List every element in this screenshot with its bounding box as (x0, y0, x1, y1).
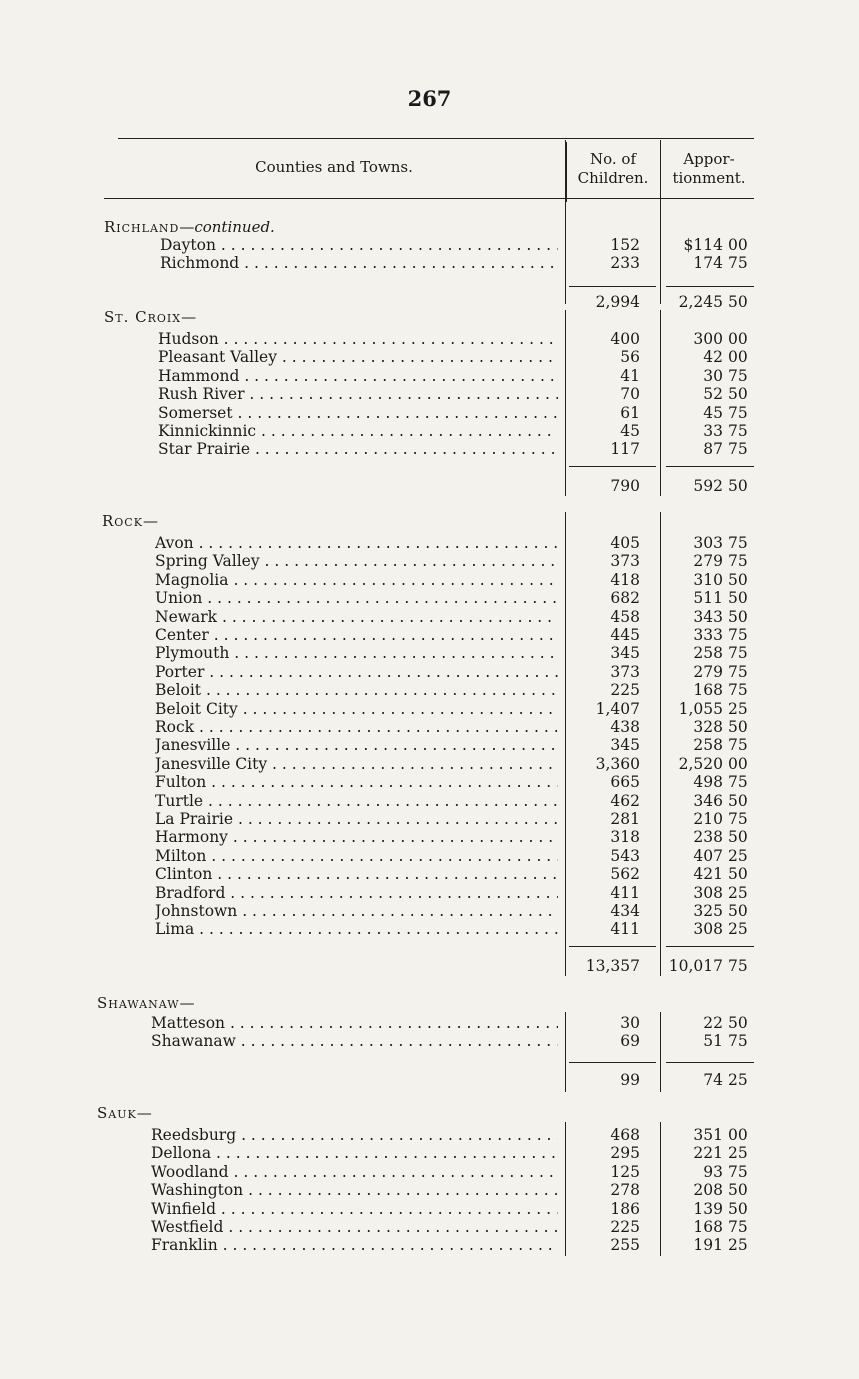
subtotal-rule (666, 466, 754, 467)
children-count: 30 (620, 1014, 640, 1032)
apportionment-dollars: 238 (693, 828, 723, 846)
apportionment-dollars: 1,055 (678, 700, 723, 718)
apportionment-cents: 00 (728, 330, 748, 348)
children-count: 1,407 (595, 700, 640, 718)
apportionment-dollars: 221 (693, 1144, 723, 1162)
table-row (0, 681, 859, 699)
apportionment-dollars: 210 (693, 810, 723, 828)
apportionment-cents: 75 (728, 534, 748, 552)
town-name: Dellona . . . (151, 1144, 558, 1162)
table-row (0, 865, 859, 883)
town-name: Spring Valley . . . (155, 552, 558, 570)
children-count: 41 (620, 367, 640, 385)
town-name: Woodland . . . (151, 1163, 558, 1181)
children-count: 295 (610, 1144, 640, 1162)
children-count: 405 (610, 534, 640, 552)
children-count: 400 (610, 330, 640, 348)
apportionment-cents: 50 (728, 718, 748, 736)
header-apportionment (662, 150, 756, 188)
subtotal-rule (666, 1062, 754, 1063)
column-divider (565, 140, 566, 304)
town-name: Beloit City . . . (155, 700, 558, 718)
table-row (0, 1163, 859, 1181)
header-counties-and-towns: Counties and Towns. (255, 158, 413, 176)
header-column-divider (566, 142, 567, 202)
apportionment-cents: 75 (728, 440, 748, 458)
table-row (0, 571, 859, 589)
apportionment-dollars: 351 (693, 1126, 723, 1144)
table-row (0, 644, 859, 662)
children-count: 61 (620, 404, 640, 422)
children-count: 186 (610, 1200, 640, 1218)
section-total-row (0, 1070, 859, 1090)
apportionment-cents: 75 (728, 552, 748, 570)
apportionment-dollars: 511 (693, 589, 723, 607)
town-name: Johnstown . . . (155, 902, 558, 920)
apportionment-cents: 50 (728, 608, 748, 626)
total-cents: 25 (728, 1071, 748, 1089)
apportionment-dollars: 168 (693, 681, 723, 699)
section-title (104, 308, 196, 326)
section-dash: — (179, 218, 195, 236)
header-bottom-rule (104, 198, 754, 199)
table-row (0, 792, 859, 810)
table-row (0, 1218, 859, 1236)
children-count: 225 (610, 1218, 640, 1236)
total-cents: 50 (728, 293, 748, 311)
apportionment-cents: 50 (728, 385, 748, 403)
apportionment-dollars: 325 (693, 902, 723, 920)
apportionment-dollars: 30 (703, 367, 723, 385)
children-count: 562 (610, 865, 640, 883)
apportionment-dollars: 310 (693, 571, 723, 589)
apportionment-cents: 50 (728, 1200, 748, 1218)
subtotal-rule (569, 946, 656, 947)
children-count: 281 (610, 810, 640, 828)
apportionment-dollars: 303 (693, 534, 723, 552)
table-row (0, 404, 859, 422)
apportionment-cents: 75 (728, 736, 748, 754)
header-apportionment-line1: Appor- (683, 150, 735, 168)
apportionment-cents: 75 (728, 254, 748, 272)
town-name: Rush River . . . (158, 385, 558, 403)
town-name: Westfield . . . (151, 1218, 558, 1236)
table-row (0, 1126, 859, 1144)
table-row (0, 663, 859, 681)
apportionment-dollars: 407 (693, 847, 723, 865)
town-name: Reedsburg . . . (151, 1126, 558, 1144)
town-name: Hudson . . . (158, 330, 558, 348)
apportionment-cents: 75 (728, 681, 748, 699)
apportionment-cents: 75 (728, 773, 748, 791)
total-children: 2,994 (595, 293, 640, 311)
apportionment-dollars: 333 (693, 626, 723, 644)
children-count: 373 (610, 663, 640, 681)
apportionment-dollars: 52 (703, 385, 723, 403)
header-top-rule (118, 138, 754, 139)
page-number: 267 (407, 86, 452, 111)
table-row (0, 755, 859, 773)
header-children-line2: Children. (577, 169, 649, 187)
apportionment-dollars: 208 (693, 1181, 723, 1199)
children-count: 458 (610, 608, 640, 626)
town-name: Shawanaw . . . (151, 1032, 558, 1050)
apportionment-dollars: 2,520 (678, 755, 723, 773)
apportionment-cents: 75 (728, 1032, 748, 1050)
children-count: 225 (610, 681, 640, 699)
table-row (0, 254, 859, 272)
table-row (0, 552, 859, 570)
table-row (0, 589, 859, 607)
town-name: Kinnickinnic . . . (158, 422, 558, 440)
apportionment-cents: 25 (728, 700, 748, 718)
children-count: 411 (610, 884, 640, 902)
apportionment-dollars: 421 (693, 865, 723, 883)
section-dash: — (136, 1104, 152, 1122)
town-name: Matteson . . . (151, 1014, 558, 1032)
town-name: Janesville City . . . (155, 755, 558, 773)
apportionment-cents: 50 (728, 1014, 748, 1032)
table-row (0, 828, 859, 846)
children-count: 418 (610, 571, 640, 589)
apportionment-dollars: 93 (703, 1163, 723, 1181)
header-children-line1: No. of (589, 150, 636, 168)
subtotal-rule (569, 1062, 656, 1063)
apportionment-cents: 25 (728, 1236, 748, 1254)
town-name: Clinton . . . (155, 865, 558, 883)
town-name: Newark . . . (155, 608, 558, 626)
apportionment-dollars: 42 (703, 348, 723, 366)
table-row (0, 700, 859, 718)
children-count: 117 (610, 440, 640, 458)
section-dash: — (179, 994, 195, 1012)
apportionment-cents: 00 (728, 1126, 748, 1144)
section-name: Shawanaw (97, 994, 180, 1012)
apportionment-dollars: 191 (693, 1236, 723, 1254)
apportionment-cents: 75 (728, 367, 748, 385)
children-count: 373 (610, 552, 640, 570)
table-row (0, 1236, 859, 1254)
table-row (0, 440, 859, 458)
apportionment-cents: 50 (728, 828, 748, 846)
children-count: 152 (610, 236, 640, 254)
apportionment-cents: 00 (728, 755, 748, 773)
town-name: Star Prairie . . . (158, 440, 558, 458)
children-count: 255 (610, 1236, 640, 1254)
town-name: Somerset . . . (158, 404, 558, 422)
children-count: 70 (620, 385, 640, 403)
apportionment-dollars: 258 (693, 644, 723, 662)
children-count: 411 (610, 920, 640, 938)
children-count: 233 (610, 254, 640, 272)
apportionment-cents: 75 (728, 1218, 748, 1236)
town-name: La Prairie . . . (155, 810, 558, 828)
apportionment-dollars: 258 (693, 736, 723, 754)
section-title (104, 218, 275, 236)
apportionment-cents: 50 (728, 589, 748, 607)
apportionment-dollars: 279 (693, 663, 723, 681)
children-count: 468 (610, 1126, 640, 1144)
apportionment-cents: 75 (728, 810, 748, 828)
table-row (0, 626, 859, 644)
apportionment-dollars: 308 (693, 884, 723, 902)
town-name: Center . . . (155, 626, 558, 644)
column-divider (660, 140, 661, 304)
total-children: 790 (610, 477, 640, 495)
apportionment-dollars: $114 (683, 236, 723, 254)
section-title (97, 1104, 152, 1122)
section-title (102, 512, 158, 530)
apportionment-cents: 50 (728, 792, 748, 810)
town-name: Milton . . . (155, 847, 558, 865)
town-name: Bradford . . . (155, 884, 558, 902)
children-count: 345 (610, 644, 640, 662)
apportionment-cents: 75 (728, 626, 748, 644)
section-total-row (0, 476, 859, 496)
header-no-of-children (566, 150, 660, 188)
town-name: Janesville . . . (155, 736, 558, 754)
apportionment-cents: 75 (728, 663, 748, 681)
total-dollars: 10,017 (668, 957, 723, 975)
town-name: Rock . . . (155, 718, 558, 736)
total-dollars: 74 (703, 1071, 723, 1089)
section-continued: continued. (194, 218, 275, 236)
total-dollars: 2,245 (678, 293, 723, 311)
apportionment-cents: 50 (728, 902, 748, 920)
table-row (0, 608, 859, 626)
children-count: 318 (610, 828, 640, 846)
table-row (0, 1200, 859, 1218)
table-row (0, 1032, 859, 1050)
table-row (0, 847, 859, 865)
header-apportionment-line2: tionment. (672, 169, 746, 187)
apportionment-cents: 75 (728, 422, 748, 440)
apportionment-cents: 00 (728, 348, 748, 366)
town-name: Hammond . . . (158, 367, 558, 385)
apportionment-cents: 25 (728, 1144, 748, 1162)
children-count: 445 (610, 626, 640, 644)
apportionment-cents: 50 (728, 865, 748, 883)
section-name: Sauk (97, 1104, 137, 1122)
town-name: Magnolia . . . (155, 571, 558, 589)
apportionment-cents: 75 (728, 404, 748, 422)
section-dash: — (142, 512, 158, 530)
town-name: Franklin . . . (151, 1236, 558, 1254)
apportionment-dollars: 87 (703, 440, 723, 458)
apportionment-dollars: 498 (693, 773, 723, 791)
apportionment-dollars: 51 (703, 1032, 723, 1050)
table-row (0, 884, 859, 902)
children-count: 45 (620, 422, 640, 440)
subtotal-rule (666, 946, 754, 947)
town-name: Harmony . . . (155, 828, 558, 846)
apportionment-dollars: 22 (703, 1014, 723, 1032)
children-count: 56 (620, 348, 640, 366)
section-name: Richland (104, 218, 180, 236)
children-count: 278 (610, 1181, 640, 1199)
section-name: St. Croix (104, 308, 182, 326)
apportionment-cents: 25 (728, 920, 748, 938)
apportionment-dollars: 346 (693, 792, 723, 810)
children-count: 3,360 (595, 755, 640, 773)
children-count: 434 (610, 902, 640, 920)
apportionment-cents: 00 (728, 236, 748, 254)
total-children: 13,357 (585, 957, 640, 975)
town-name: Lima . . . (155, 920, 558, 938)
children-count: 345 (610, 736, 640, 754)
apportionment-dollars: 139 (693, 1200, 723, 1218)
apportionment-dollars: 174 (693, 254, 723, 272)
children-count: 682 (610, 589, 640, 607)
children-count: 69 (620, 1032, 640, 1050)
table-row (0, 1014, 859, 1032)
children-count: 125 (610, 1163, 640, 1181)
section-total-row (0, 956, 859, 976)
town-name: Fulton . . . (155, 773, 558, 791)
table-row (0, 920, 859, 938)
town-name: Beloit . . . (155, 681, 558, 699)
section-name: Rock (102, 512, 143, 530)
total-cents: 50 (728, 477, 748, 495)
children-count: 543 (610, 847, 640, 865)
town-name: Winfield . . . (151, 1200, 558, 1218)
table-row (0, 385, 859, 403)
table-row (0, 534, 859, 552)
table-row (0, 736, 859, 754)
town-name: Union . . . (155, 589, 558, 607)
table-row (0, 330, 859, 348)
apportionment-dollars: 33 (703, 422, 723, 440)
table-row (0, 902, 859, 920)
table-row (0, 718, 859, 736)
section-dash: — (181, 308, 197, 326)
apportionment-cents: 25 (728, 884, 748, 902)
subtotal-rule (569, 286, 656, 287)
town-name: Avon . . . (155, 534, 558, 552)
subtotal-rule (569, 466, 656, 467)
apportionment-cents: 75 (728, 1163, 748, 1181)
total-children: 99 (620, 1071, 640, 1089)
apportionment-dollars: 328 (693, 718, 723, 736)
table-row (0, 348, 859, 366)
town-name: Porter . . . (155, 663, 558, 681)
table-row (0, 422, 859, 440)
apportionment-dollars: 279 (693, 552, 723, 570)
apportionment-cents: 25 (728, 847, 748, 865)
apportionment-cents: 50 (728, 571, 748, 589)
table-row (0, 1181, 859, 1199)
apportionment-dollars: 45 (703, 404, 723, 422)
total-dollars: 592 (693, 477, 723, 495)
children-count: 438 (610, 718, 640, 736)
table-row (0, 773, 859, 791)
town-name: Washington . . . (151, 1181, 558, 1199)
apportionment-dollars: 308 (693, 920, 723, 938)
subtotal-rule (666, 286, 754, 287)
apportionment-dollars: 300 (693, 330, 723, 348)
town-name: Turtle . . . (155, 792, 558, 810)
table-row (0, 810, 859, 828)
apportionment-dollars: 168 (693, 1218, 723, 1236)
town-name: Plymouth . . . (155, 644, 558, 662)
table-row (0, 1144, 859, 1162)
children-count: 665 (610, 773, 640, 791)
town-name: Pleasant Valley . . . (158, 348, 558, 366)
town-name: Dayton . . . (160, 236, 558, 254)
table-row (0, 236, 859, 254)
total-cents: 75 (728, 957, 748, 975)
apportionment-dollars: 343 (693, 608, 723, 626)
section-title (97, 994, 195, 1012)
apportionment-cents: 75 (728, 644, 748, 662)
table-row (0, 367, 859, 385)
town-name: Richmond . . . (160, 254, 558, 272)
children-count: 462 (610, 792, 640, 810)
apportionment-cents: 50 (728, 1181, 748, 1199)
